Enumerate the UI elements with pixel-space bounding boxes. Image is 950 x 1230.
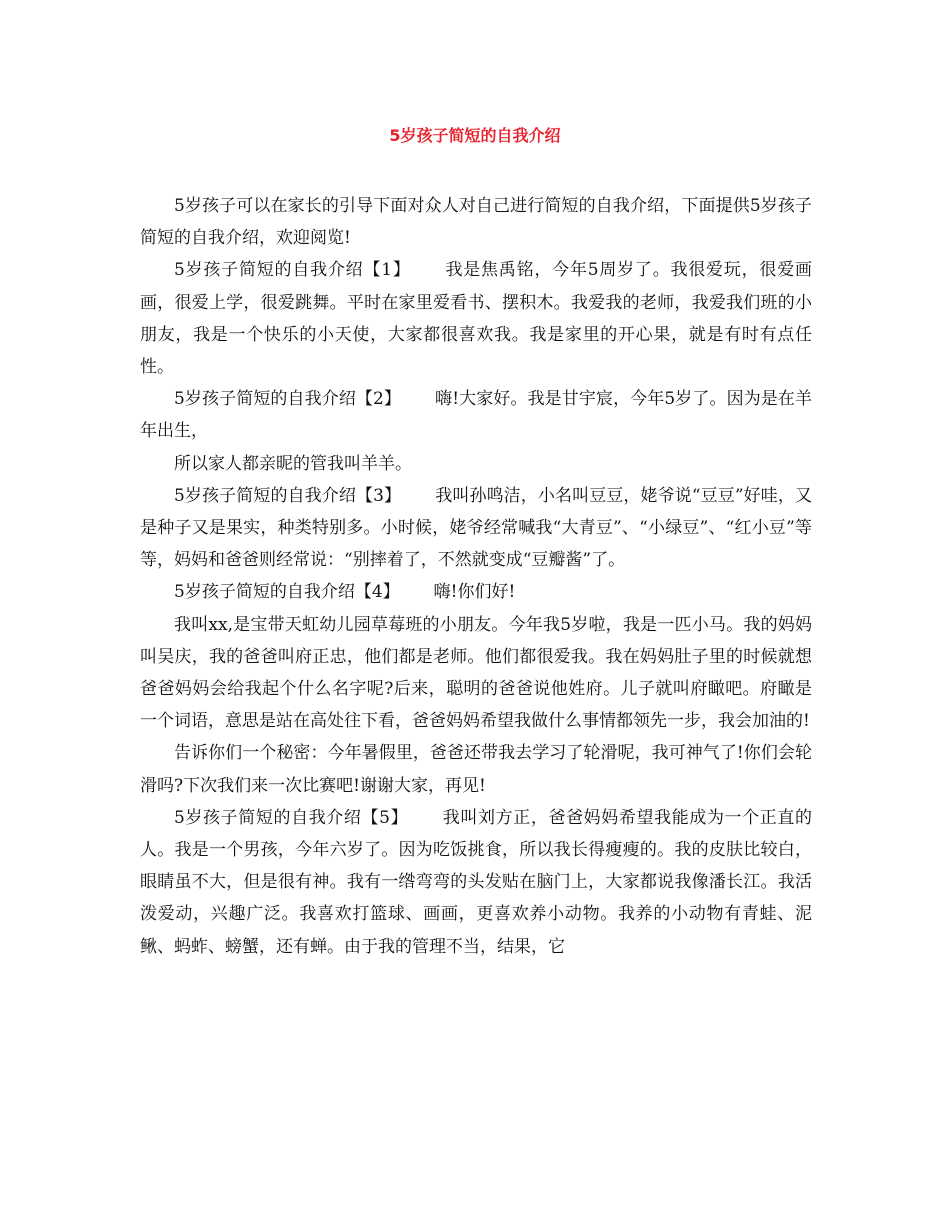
- section-4-text: 嗨!你们好!: [433, 582, 516, 603]
- section-1-text: 我是焦禹铭，今年5周岁了。我很爱玩，很爱画画，很爱上学，很爱跳舞。平时在家里爱看书、摆积木。我爱我的老师，我爱我们班的小朋友，我是一个快乐的小天使，大家都很喜欢我。我是家里的开心果，就是有时有点任性。: [140, 260, 812, 378]
- section-4-paragraph: [140, 576, 812, 608]
- section-1-heading: 5岁孩子简短的自我介绍【1】: [174, 260, 411, 281]
- section-2-continuation: 所以家人都亲昵的管我叫羊羊。: [174, 453, 412, 474]
- section-2-paragraph: [140, 383, 812, 447]
- document-title: 5岁孩子简短的自我介绍: [389, 126, 561, 145]
- section-5-text: 我叫刘方正，爸爸妈妈希望我能成为一个正直的人。我是一个男孩，今年六岁了。因为吃饭挑食，所以我长得瘦瘦的。我的皮肤比较白，眼睛虽不大，但是很有神。我有一绺弯弯的头发贴在脑门上，大家都说我像潘长江。我活泼爱动，兴趣广泛。我喜欢打篮球、画画，更喜欢养小动物。我养的小动物有青蛙、泥鳅、蚂蚱、螃蟹，还有蝉。由于我的管理不当，结果，它: [140, 807, 813, 957]
- section-3-paragraph: [140, 480, 812, 577]
- section-3-heading: 5岁孩子简短的自我介绍【3】: [174, 485, 402, 506]
- section-5-paragraph: [140, 802, 812, 963]
- intro-paragraph: 5岁孩子可以在家长的引导下面对众人对自己进行简短的自我介绍，下面提供5岁孩子简短的自我介绍，欢迎阅览!: [140, 196, 812, 249]
- section-2-text: 嗨!大家好。我是甘宇宸，今年5岁了。因为是在羊年出生，: [140, 389, 812, 442]
- section-3-text: 我叫孙鸣洁，小名叫豆豆，姥爷说“豆豆”好哇，又是种子又是果实，种类特别多。小时候，姥爷经常喊我“大青豆”、“小绿豆”、“红小豆”等等，妈妈和爸爸则经常说：“别摔着了，不然就变成“豆瓣酱”了。: [140, 485, 812, 571]
- section-4-heading: 5岁孩子简短的自我介绍【4】: [174, 582, 400, 603]
- section-2-heading: 5岁孩子简短的自我介绍【2】: [174, 389, 402, 410]
- section-1-paragraph: [140, 254, 812, 383]
- section-4-body-paragraph-2: 告诉你们一个秘密：今年暑假里，爸爸还带我去学习了轮滑呢，我可神气了!你们会轮滑吗?下次我们来一次比赛吧!谢谢大家，再见!: [140, 743, 812, 796]
- section-4-body-paragraph-1: 我叫xx,是宝带天虹幼儿园草莓班的小朋友。今年我5岁啦，我是一匹小马。我的妈妈叫吴庆，我的爸爸叫府正忠，他们都是老师。他们都很爱我。我在妈妈肚子里的时候就想爸爸妈妈会给我起个什么名字呢?后来，聪明的爸爸说他姓府。儿子就叫府瞰吧。府瞰是一个词语，意思是站在高处往下看，爸爸妈妈希望我做什么事情都领先一步，我会加油的!: [140, 614, 812, 732]
- section-5-heading: 5岁孩子简短的自我介绍【5】: [174, 807, 409, 828]
- document-body: [140, 190, 812, 963]
